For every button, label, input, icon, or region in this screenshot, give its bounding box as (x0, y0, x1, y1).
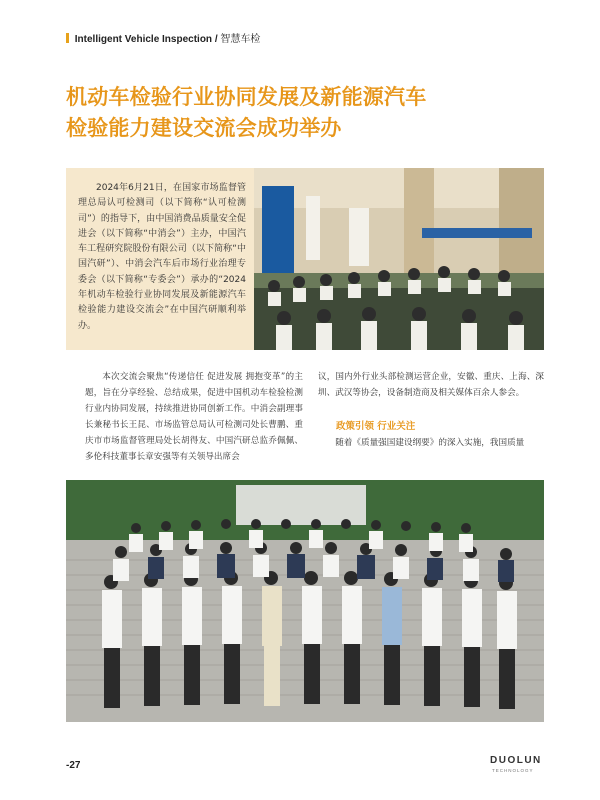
body-paragraph-2: 随着《质量强国建设纲要》的深入实施，我国质量 (335, 438, 525, 448)
brand-logo-subtitle: TECHNOLOGY (492, 768, 534, 773)
body-column-right (318, 369, 544, 451)
section-title-en: Intelligent Vehicle Inspection (74, 34, 213, 45)
body-paragraph-1: 本次交流会聚焦“传递信任 促进发展 拥抱变革”的主题，旨在分享经验、总结成果，促进中国机动车检验检测行业内协同发展，持续推进协同创新工作。中消会副理事长兼秘书长王昆、市场监管总局认可检测司处长曹鹏、重庆市市场监督管理局处长胡得友、中国汽研总监乔佩佩、多伦科技董事长章安强等有关领导出席会 (85, 372, 303, 462)
section-separator: / (214, 34, 218, 45)
section-marker (66, 33, 69, 43)
body-column-left (85, 369, 303, 465)
section-title-cn: 智慧车检 (220, 34, 261, 45)
meeting-photo (254, 168, 544, 350)
section-subhead: 政策引领 行业关注 (336, 421, 416, 432)
title-line-2: 检验能力建设交流会成功举办 (66, 116, 342, 140)
group-photo (66, 480, 544, 722)
page-number: -27 (66, 760, 81, 771)
brand-logo: DUOLUN (490, 755, 542, 766)
body-paragraph-1-continued: 议，国内外行业头部检测运营企业，安徽、重庆、上海、深圳、武汉等协会，设备制造商及相关媒体百余人参会。 (318, 372, 544, 398)
title-line-1: 机动车检验行业协同发展及新能源汽车 (66, 85, 427, 109)
intro-box (66, 168, 254, 350)
article-title (66, 82, 546, 144)
intro-text: 2024年6月21日，在国家市场监督管理总局认可检测司（以下简称“认可检测司”）的指导下，由中国消费品质量安全促进会（以下简称“中消会”）主办，中国汽车工程研究院股份有限公司（以下简称“中国汽研”）、中消会汽车后市场行业治理专委会（以下简称“专委会”）承办的“2024年机动车检验行业协同发展及新能源汽车检验能力建设交流会”在中国汽研顺利举办。 (78, 183, 246, 331)
section-header (66, 30, 260, 45)
